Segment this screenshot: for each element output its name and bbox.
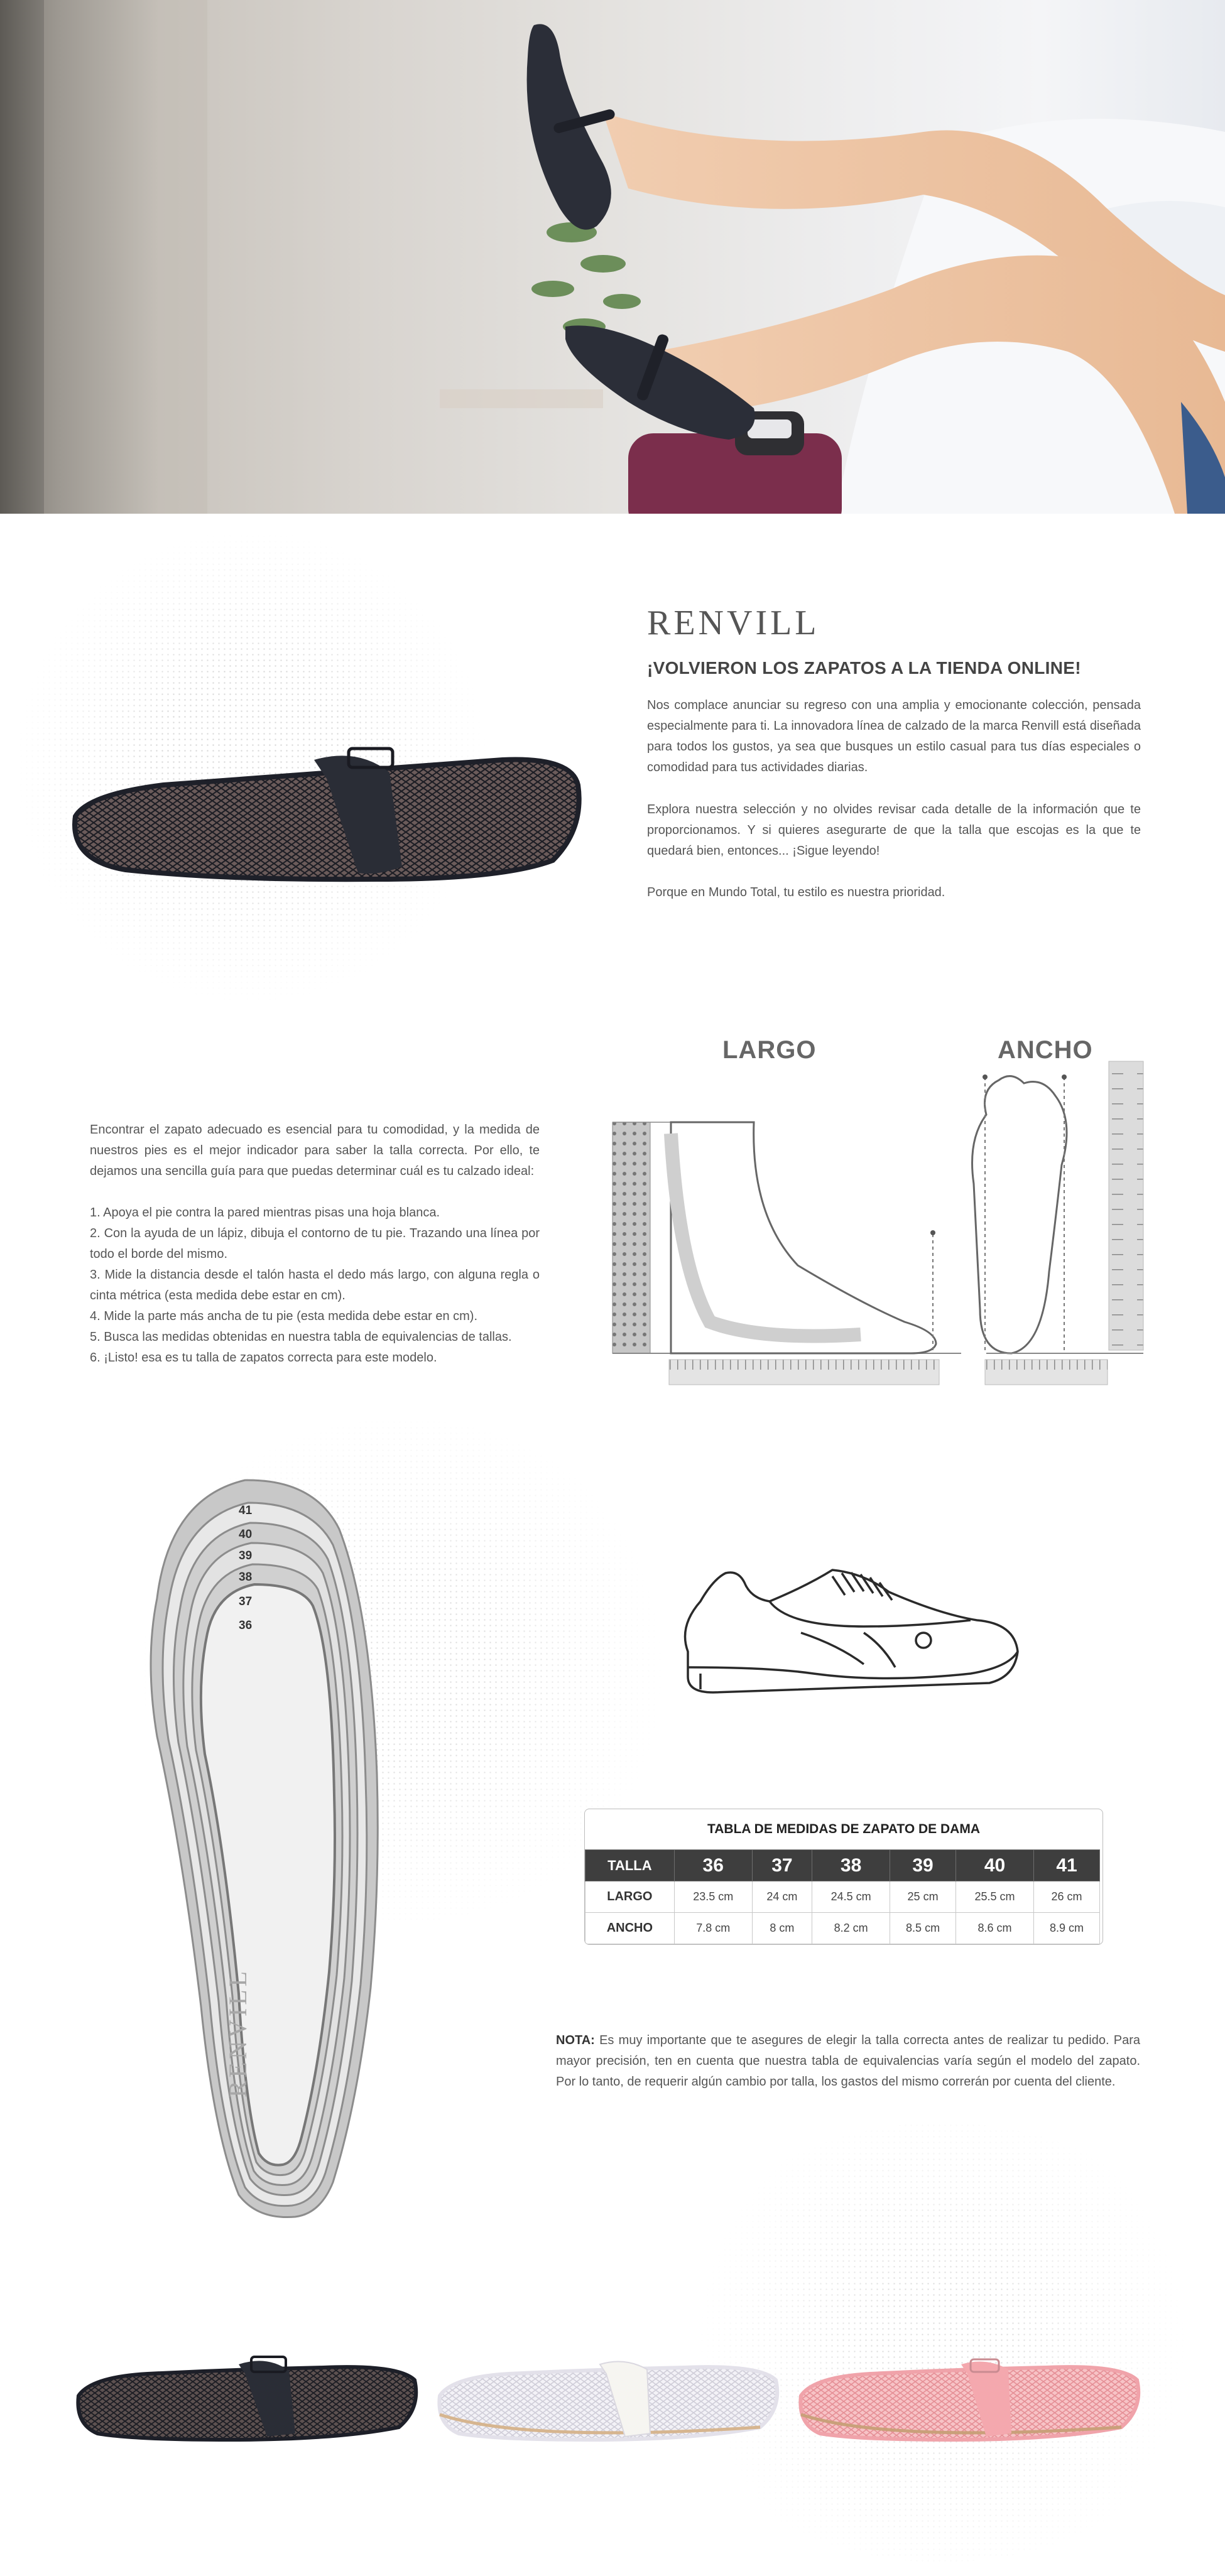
insole-size-40: 40: [239, 1528, 253, 1541]
guide-step: 6. ¡Listo! esa es tu talla de zapatos correcta para este modelo.: [90, 1351, 437, 1365]
header-size: 39: [890, 1850, 956, 1881]
size-table: [585, 1849, 1100, 1944]
header-size: 41: [1034, 1850, 1100, 1881]
row-label: ANCHO: [585, 1913, 675, 1944]
insole-size-diagram: [132, 1473, 408, 2226]
size-note: [556, 2030, 1140, 2092]
guide-step: 2. Con la ayuda de un lápiz, dibuja el contorno de tu pie. Trazando una línea por todo el borde del mismo.: [90, 1226, 540, 1261]
table-cell: 8 cm: [752, 1913, 812, 1944]
ancho-label: ANCHO: [998, 1036, 1093, 1064]
sneaker-icon: [675, 1557, 1021, 1708]
table-header-row: [585, 1850, 1100, 1881]
size-table-card: [584, 1809, 1103, 1945]
intro-paragraph-2: Explora nuestra selección y no olvides revisar cada detalle de la información que te proporcionamos. Y si quieres asegurarte de que la talla que escojas es la que te quedará bien, entonces... ¡Sigue leyendo!: [647, 803, 1141, 858]
header-size: 36: [674, 1850, 752, 1881]
header-talla: TALLA: [585, 1850, 675, 1881]
product-black-shoe: [72, 2339, 424, 2446]
header-size: 38: [812, 1850, 890, 1881]
guide-intro: Encontrar el zapato adecuado es esencial para tu comodidad, y la medida de nuestros pies es el mejor indicador para saber la talla correcta. Por ello, te dejamos una sencilla guía para que puedas determinar cuál es tu calzado ideal:: [90, 1123, 540, 1178]
black-flat-shoe-image: [63, 735, 591, 898]
insole-brand-logo: RENVILL: [224, 1967, 252, 2097]
intro-paragraph-1: Nos complace anunciar su regreso con una amplia y emocionante colección, pensada especialmente para ti. La innovadora línea de calzado de la marca Renvill está diseñada para todos los gustos, ya sea que busques un estilo casual para tus días especiales o comodidad para tus actividades diarias.: [647, 698, 1141, 774]
table-cell: 7.8 cm: [674, 1913, 752, 1944]
size-table-title: TABLA DE MEDIDAS DE ZAPATO DE DAMA: [707, 1822, 980, 1836]
row-label: LARGO: [585, 1881, 675, 1913]
measuring-guide: [90, 1120, 540, 1368]
insole-size-37: 37: [239, 1595, 253, 1608]
table-cell: 25 cm: [890, 1881, 956, 1913]
note-text: Es muy importante que te asegures de elegir la talla correcta antes de realizar tu pedido. Para mayor precisión, ten en cuenta que nuestra tabla de equivalencias varía según el modelo del zapato. Por lo tanto, de requerir algún cambio por talla, los gastos del mismo correrán por cuenta del cliente.: [556, 2033, 1140, 2089]
guide-step: 3. Mide la distancia desde el talón hasta el dedo más largo, con alguna regla o cinta métrica (esta medida debe estar en cm).: [90, 1268, 540, 1302]
insole-size-39: 39: [239, 1549, 253, 1562]
guide-step: 5. Busca las medidas obtenidas en nuestra tabla de equivalencias de tallas.: [90, 1330, 512, 1344]
insole-size-41: 41: [239, 1504, 253, 1517]
largo-label: LARGO: [722, 1036, 817, 1064]
intro-heading: ¡VOLVIERON LOS ZAPATOS A LA TIENDA ONLINE!: [647, 658, 1081, 678]
table-cell: 25.5 cm: [956, 1881, 1034, 1913]
table-cell: 24 cm: [752, 1881, 812, 1913]
plant: [531, 222, 641, 335]
guide-step: 1. Apoya el pie contra la pared mientras pisas una hoja blanca.: [90, 1206, 440, 1220]
table-cell: 8.9 cm: [1034, 1913, 1100, 1944]
hero-shoe-top: [527, 24, 616, 229]
header-size: 37: [752, 1850, 812, 1881]
foot-measure-diagram: [609, 1058, 1150, 1397]
product-white-shoe: [433, 2339, 785, 2446]
hero-banner: [0, 0, 1225, 514]
table-row: [585, 1913, 1100, 1944]
insole-size-36: 36: [239, 1619, 253, 1632]
guide-step: 4. Mide la parte más ancha de tu pie (esta medida debe estar en cm).: [90, 1309, 478, 1323]
table-cell: 23.5 cm: [674, 1881, 752, 1913]
insole-size-38: 38: [239, 1571, 253, 1584]
table-cell: 26 cm: [1034, 1881, 1100, 1913]
table-cell: 8.5 cm: [890, 1913, 956, 1944]
note-label: NOTA:: [556, 2033, 595, 2047]
intro-paragraph-3: Porque en Mundo Total, tu estilo es nuestra prioridad.: [647, 885, 945, 899]
table-cell: 24.5 cm: [812, 1881, 890, 1913]
header-size: 40: [956, 1850, 1034, 1881]
brand-logo: RENVILL: [647, 603, 820, 642]
hero-image: [0, 0, 1225, 514]
table-row: [585, 1881, 1100, 1913]
table-cell: 8.2 cm: [812, 1913, 890, 1944]
table-cell: 8.6 cm: [956, 1913, 1034, 1944]
product-pink-shoe: [795, 2339, 1146, 2446]
